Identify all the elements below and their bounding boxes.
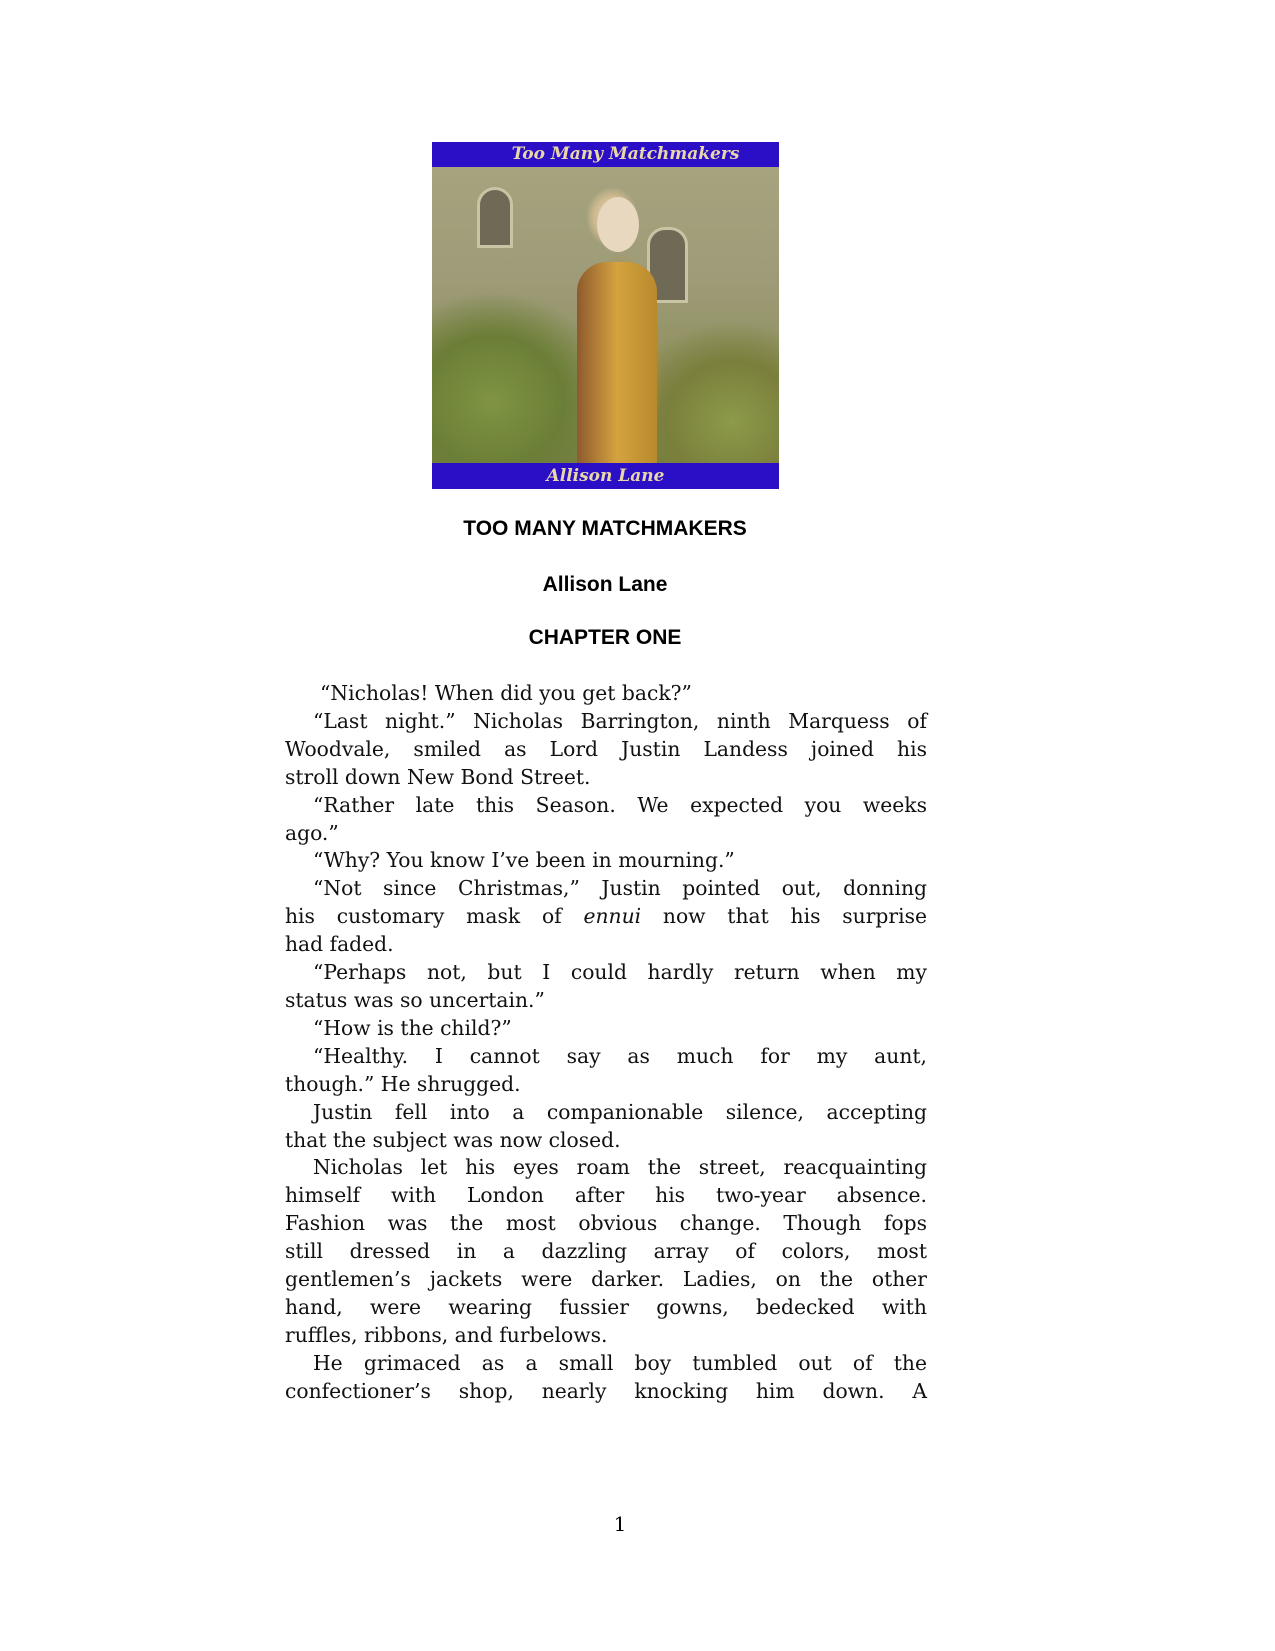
book-title: TOO MANY MATCHMAKERS xyxy=(463,517,747,540)
cover-author: Allison Lane xyxy=(432,463,779,489)
text-line: “Nicholas! When did you get back?” xyxy=(320,681,692,705)
text-line: himself with London after his two-year absence. xyxy=(285,1183,927,1208)
text-line: still dressed in a dazzling array of colors, most xyxy=(285,1239,927,1264)
text-line: “Last night.” Nicholas Barrington, ninth Marquess of xyxy=(313,708,927,733)
text-line: “Perhaps not, but I could hardly return when my xyxy=(313,960,927,985)
text-line: gentlemen’s jackets were darker. Ladies, on the other xyxy=(285,1267,927,1292)
text-line: Woodvale, smiled as Lord Justin Landess joined his xyxy=(285,736,927,761)
text-line: though.” He shrugged. xyxy=(285,1071,521,1096)
text-line: “Not since Christmas,” Justin pointed out, donning xyxy=(313,876,927,901)
italic-word: ennui xyxy=(583,904,642,929)
text-line: had faded. xyxy=(285,932,394,957)
text-line: that the subject was now closed. xyxy=(285,1127,621,1152)
text-line: Fashion was the most obvious change. Though fops xyxy=(285,1211,927,1236)
text-segment: now that his surprise xyxy=(641,904,927,929)
text-line: ruffles, ribbons, and furbelows. xyxy=(285,1322,608,1347)
text-line: Nicholas let his eyes roam the street, reacquainting xyxy=(313,1155,927,1180)
chapter-text xyxy=(285,680,927,1406)
text-line: status was so uncertain.” xyxy=(285,987,545,1012)
text-line: confectioner’s shop, nearly knocking him down. A xyxy=(285,1378,927,1403)
cover-figure-head xyxy=(597,197,639,252)
cover-figure-dress xyxy=(577,262,657,472)
text-line: “Healthy. I cannot say as much for my aunt, xyxy=(313,1043,927,1068)
text-line: ago.” xyxy=(285,820,339,845)
book-cover-image xyxy=(432,142,779,489)
text-line: “How is the child?” xyxy=(313,1015,512,1040)
text-line: stroll down New Bond Street. xyxy=(285,764,591,789)
text-line: He grimaced as a small boy tumbled out of the xyxy=(313,1350,927,1375)
text-segment: his customary mask of xyxy=(285,904,584,929)
page-number: 1 xyxy=(613,1512,627,1536)
text-line: “Why? You know I’ve been in mourning.” xyxy=(313,848,735,873)
text-line xyxy=(285,903,927,931)
chapter-heading: CHAPTER ONE xyxy=(528,626,682,649)
text-line: “Rather late this Season. We expected you weeks xyxy=(313,792,927,817)
text-line: hand, were wearing fussier gowns, bedecked with xyxy=(285,1294,927,1319)
text-line: Justin fell into a companionable silence, accepting xyxy=(313,1099,927,1124)
cover-window xyxy=(477,187,513,248)
book-author: Allison Lane xyxy=(542,573,668,596)
cover-title: Too Many Matchmakers xyxy=(432,142,779,167)
